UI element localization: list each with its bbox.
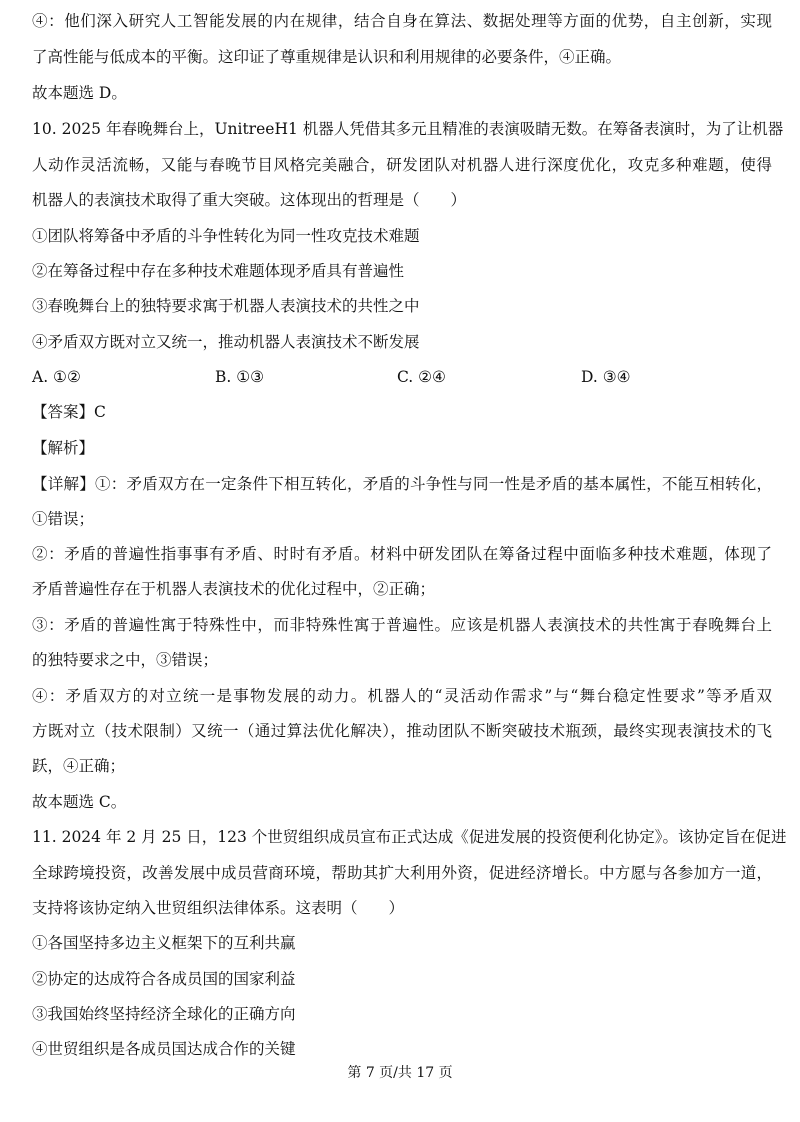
q10-detail-line: 【详解】①：矛盾双方在一定条件下相互转化，矛盾的斗争性与同一性是矛盾的基本属性，不能互相转化，	[32, 475, 772, 493]
q11-statement-2: ②协定的达成符合各成员国的国家利益	[32, 970, 296, 988]
q10-detail-line: ④：矛盾双方的对立统一是事物发展的动力。机器人的“灵活动作需求”与“舞台稳定性要求”等矛盾双	[32, 687, 772, 705]
q11-statement-3: ③我国始终坚持经济全球化的正确方向	[32, 1005, 296, 1023]
q10-detail-line: 方既对立（技术限制）又统一（通过算法优化解决），推动团队不断突破技术瓶颈，最终实现表演技术的飞	[32, 722, 772, 740]
q10-option-c: C. ②④	[397, 368, 446, 386]
q10-statement-1: ①团队将筹备中矛盾的斗争性转化为同一性攻克技术难题	[32, 227, 420, 245]
q10-stem-line: 10. 2025 年春晚舞台上，UnitreeH1 机器人凭借其多元且精准的表演吸睛无数。在筹备表演时，为了让机器	[32, 120, 784, 138]
q11-stem-line: 全球跨境投资，改善发展中成员营商环境，帮助其扩大利用外资，促进经济增长。中方愿与各参加方一道，	[32, 864, 772, 882]
q10-answer: 【答案】C	[32, 403, 106, 421]
q10-conclusion: 故本题选 C。	[32, 793, 127, 811]
q10-statement-4: ④矛盾双方既对立又统一，推动机器人表演技术不断发展	[32, 333, 420, 351]
q10-options	[32, 366, 772, 388]
q10-detail-line: ③：矛盾的普遍性寓于特殊性中，而非特殊性寓于普遍性。应该是机器人表演技术的共性寓于春晚舞台上	[32, 616, 772, 634]
prev-explanation-line: 了高性能与低成本的平衡。这印证了尊重规律是认识和利用规律的必要条件，④正确。	[32, 48, 622, 66]
page-number-footer: 第 7 页/共 17 页	[347, 1065, 453, 1081]
q11-stem-line: 11. 2024 年 2 月 25 日，123 个世贸组织成员宣布正式达成《促进发展的投资便利化协定》。该协定旨在促进	[32, 828, 787, 846]
q10-statement-2: ②在筹备过程中存在多种技术难题体现矛盾具有普遍性	[32, 262, 405, 280]
q10-detail-line: ②：矛盾的普遍性指事事有矛盾、时时有矛盾。材料中研发团队在筹备过程中面临多种技术难题，体现了	[32, 545, 772, 563]
q10-analysis-label: 【解析】	[32, 439, 95, 457]
q10-statement-3: ③春晚舞台上的独特要求寓于机器人表演技术的共性之中	[32, 297, 420, 315]
q10-detail-line: 跃，④正确；	[32, 757, 126, 775]
q11-stem-line: 支持将该协定纳入世贸组织法律体系。这表明（ ）	[32, 899, 405, 917]
q10-option-d: D. ③④	[581, 368, 631, 386]
q10-detail-line: ①错误；	[32, 510, 95, 528]
q11-statement-1: ①各国坚持多边主义框架下的互利共赢	[32, 934, 296, 952]
q10-stem-line: 人动作灵活流畅，又能与春晚节目风格完美融合，研发团队对机器人进行深度优化，攻克多种难题，使得	[32, 156, 772, 174]
q10-option-a: A. ①②	[32, 368, 81, 386]
q11-statement-4: ④世贸组织是各成员国达成合作的关键	[32, 1040, 296, 1058]
q10-stem-line: 机器人的表演技术取得了重大突破。这体现出的哲理是（ ）	[32, 191, 467, 209]
q10-option-b: B. ①③	[215, 368, 265, 386]
prev-conclusion: 故本题选 D。	[32, 84, 127, 102]
prev-explanation-line: ④：他们深入研究人工智能发展的内在规律，结合自身在算法、数据处理等方面的优势，自主创新，实现	[32, 12, 772, 30]
q10-detail-line: 的独特要求之中，③错误；	[32, 651, 219, 669]
q10-detail-line: 矛盾普遍性存在于机器人表演技术的优化过程中，②正确；	[32, 580, 436, 598]
